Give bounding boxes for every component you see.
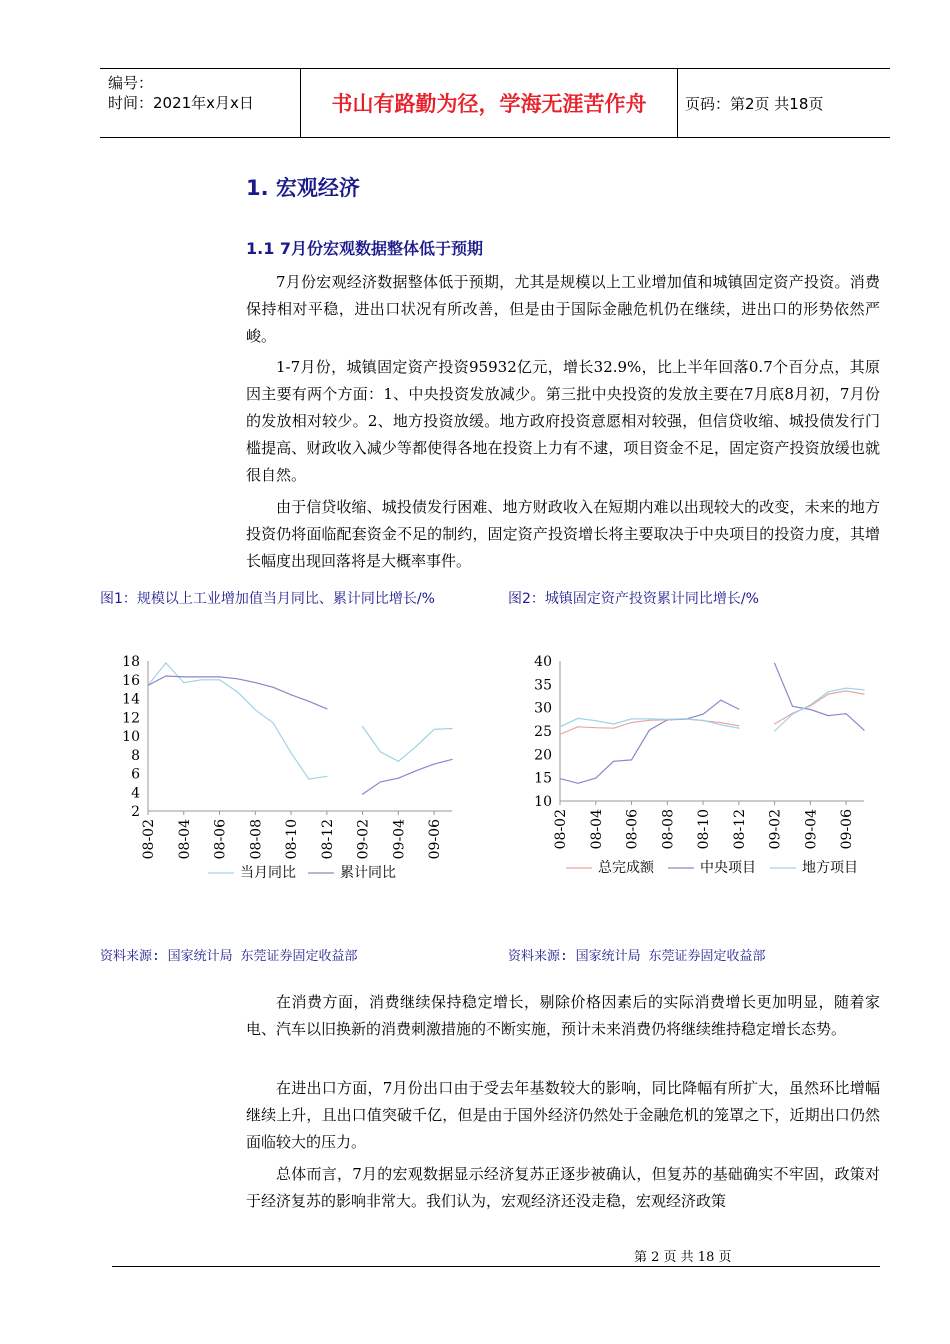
x-tick-label: 08-08 <box>248 819 265 860</box>
x-tick-label: 08-02 <box>141 819 157 860</box>
section-title: 1. 宏观经济 <box>246 176 360 200</box>
document-time-label: 时间：2021年x月x日 <box>108 94 254 112</box>
data-point <box>595 727 596 728</box>
x-tick-label: 09-04 <box>803 809 820 850</box>
data-point <box>183 682 184 683</box>
data-point <box>631 759 632 760</box>
y-tick-label: 10 <box>534 794 552 810</box>
data-point <box>255 709 256 710</box>
y-tick-label: 2 <box>131 804 140 820</box>
data-point <box>308 779 309 780</box>
data-point <box>774 663 775 664</box>
y-tick-label: 14 <box>122 691 140 708</box>
footer-divider <box>112 1266 880 1267</box>
data-point <box>631 718 632 719</box>
x-tick-label: 09-06 <box>839 809 856 850</box>
data-point <box>702 714 703 715</box>
y-tick-label: 10 <box>122 729 140 745</box>
figure-2-source: 资料来源: 国家统计局 东莞证券固定收益部 <box>508 949 766 964</box>
x-tick-label: 08-04 <box>588 809 605 850</box>
data-point <box>774 730 775 731</box>
data-point <box>613 723 614 724</box>
data-point <box>362 726 363 727</box>
data-point <box>792 714 793 715</box>
data-point <box>810 709 811 710</box>
data-point <box>792 706 793 707</box>
data-point <box>290 752 291 753</box>
page-header <box>100 68 890 138</box>
data-point <box>559 778 560 779</box>
data-point <box>380 781 381 782</box>
x-tick-label: 09-02 <box>355 819 372 860</box>
page-footer: 第 2 页 共 18 页 <box>634 1250 732 1265</box>
data-point <box>201 679 202 680</box>
data-point <box>559 734 560 735</box>
data-point <box>273 687 274 688</box>
data-point <box>595 778 596 779</box>
x-tick-label: 09-06 <box>427 819 444 860</box>
data-point <box>273 722 274 723</box>
data-point <box>237 678 238 679</box>
header-left-cell <box>100 69 300 137</box>
data-point <box>416 770 417 771</box>
legend-label: 累计同比 <box>340 865 396 881</box>
x-tick-label: 08-06 <box>212 819 229 860</box>
x-tick-label: 09-04 <box>391 819 408 860</box>
data-point <box>774 723 775 724</box>
data-point <box>810 704 811 705</box>
data-point <box>863 729 864 730</box>
data-point <box>326 708 327 709</box>
data-point <box>828 715 829 716</box>
data-point <box>165 675 166 676</box>
legend-label: 当月同比 <box>240 865 296 881</box>
data-point <box>613 761 614 762</box>
data-point <box>720 722 721 723</box>
data-point <box>577 726 578 727</box>
x-tick-label: 08-12 <box>731 809 748 850</box>
legend-label: 地方项目 <box>802 860 858 876</box>
document-number-label: 编号： <box>108 74 154 92</box>
header-motto-cell <box>300 69 678 137</box>
x-tick-label: 08-04 <box>176 819 193 860</box>
legend-label: 总完成额 <box>598 860 654 876</box>
header-page-code: 页码：第2页 共18页 <box>685 94 824 113</box>
data-point <box>201 676 202 677</box>
data-point <box>147 685 148 686</box>
y-tick-label: 18 <box>122 654 140 670</box>
data-point <box>649 720 650 721</box>
paragraph-1: 7月份宏观经济数据整体低于预期，尤其是规模以上工业增加值和城镇固定资产投资。消费保持相对平稳，进出口状况有所改善，但是由于国际金融危机仍在继续，进出口的形势依然严峻。 <box>246 273 880 345</box>
figure-1-chart <box>100 640 480 890</box>
data-point <box>559 726 560 727</box>
paragraph-6: 总体而言，7月的宏观数据显示经济复苏正逐步被确认，但复苏的基础确实不牢固，政策对于经济复苏的影响非常大。我们认为，宏观经济还没走稳，宏观经济政策 <box>246 1165 880 1210</box>
data-point <box>416 746 417 747</box>
data-point <box>237 691 238 692</box>
data-point <box>738 708 739 709</box>
x-tick-label: 08-12 <box>319 819 336 860</box>
x-tick-label: 08-06 <box>624 809 641 850</box>
paragraph-4: 在消费方面，消费继续保持稳定增长，剔除价格因素后的实际消费增长更加明显，随着家电、汽车以旧换新的消费刺激措施的不断实施，预计未来消费仍将继续维持稳定增长态势。 <box>246 993 880 1038</box>
data-point <box>380 751 381 752</box>
data-point <box>219 679 220 680</box>
y-tick-label: 12 <box>122 710 140 727</box>
series-line-累计同比 <box>363 759 452 794</box>
y-tick-label: 20 <box>534 747 552 764</box>
data-point <box>255 682 256 683</box>
data-point <box>451 728 452 729</box>
x-tick-label: 09-02 <box>767 809 784 850</box>
subsection-title: 1.1 7月份宏观数据整体低于预期 <box>246 239 484 258</box>
y-tick-label: 30 <box>534 700 552 717</box>
y-tick-label: 25 <box>534 724 552 740</box>
data-point <box>165 662 166 663</box>
series-line-中央项目 <box>775 663 864 730</box>
y-tick-label: 6 <box>131 766 140 783</box>
data-point <box>863 694 864 695</box>
data-point <box>667 719 668 720</box>
data-point <box>219 676 220 677</box>
paragraph-2: 1-7月份，城镇固定资产投资95932亿元，增长32.9%，比上半年回落0.7个百分点，其原因主要有两个方面：1、中央投资发放减少。第三批中央投资的发放主要在7月底8月初，7月份的发放相对较少。2、地方投资放缓。地方政府投资意愿相对较强，但信贷收缩、城投债发行门槛提高、财政收入减少等都使得各地在投资上力有不逮，项目资金不足，固定资产投资放缓也就很自然。 <box>246 358 880 484</box>
series-line-当月同比 <box>148 663 327 779</box>
data-point <box>702 720 703 721</box>
data-point <box>685 718 686 719</box>
series-line-当月同比 <box>363 727 452 762</box>
legend-label: 中央项目 <box>700 860 756 876</box>
figure-2-title: 图2：城镇固定资产投资累计同比增长/% <box>508 591 759 607</box>
header-motto: 书山有路勤为径，学海无涯苦作舟 <box>331 92 647 116</box>
data-point <box>846 690 847 691</box>
data-point <box>828 691 829 692</box>
figure-1-source: 资料来源: 国家统计局 东莞证券固定收益部 <box>100 949 358 964</box>
data-point <box>631 722 632 723</box>
data-point <box>434 729 435 730</box>
data-point <box>451 759 452 760</box>
y-tick-label: 15 <box>534 770 552 787</box>
data-point <box>398 761 399 762</box>
x-tick-label: 08-10 <box>696 809 713 850</box>
y-tick-label: 4 <box>131 785 140 802</box>
data-point <box>183 676 184 677</box>
data-point <box>649 718 650 719</box>
figure-1-title: 图1：规模以上工业增加值当月同比、累计同比增长/% <box>100 591 435 607</box>
data-point <box>577 718 578 719</box>
data-point <box>613 728 614 729</box>
data-point <box>649 729 650 730</box>
data-point <box>595 720 596 721</box>
y-tick-label: 8 <box>131 747 140 764</box>
data-point <box>720 700 721 701</box>
data-point <box>846 687 847 688</box>
data-point <box>828 694 829 695</box>
data-point <box>720 724 721 725</box>
x-tick-label: 08-10 <box>284 819 301 860</box>
data-point <box>863 689 864 690</box>
x-tick-label: 08-02 <box>553 809 569 850</box>
data-point <box>577 783 578 784</box>
series-line-中央项目 <box>560 700 739 783</box>
y-tick-label: 16 <box>122 672 140 689</box>
series-line-总完成额 <box>560 719 739 734</box>
data-point <box>738 728 739 729</box>
x-tick-label: 08-08 <box>660 809 677 850</box>
data-point <box>290 694 291 695</box>
paragraph-5: 在进出口方面，7月份出口由于受去年基数较大的影响，同比降幅有所扩大，虽然环比增幅继续上升，且出口值突破千亿，但是由于国外经济仍然处于金融危机的笼罩之下，近期出口仍然面临较大的压力。 <box>246 1079 880 1151</box>
data-point <box>308 701 309 702</box>
paragraph-3: 由于信贷收缩、城投债发行困难、地方财政收入在短期内难以出现较大的改变，未来的地方投资仍将面临配套资金不足的制约，固定资产投资增长将主要取决于中央项目的投资力度，其增长幅度出现回落将是大概率事件。 <box>246 498 880 570</box>
y-tick-label: 35 <box>534 677 552 694</box>
data-point <box>398 778 399 779</box>
data-point <box>738 725 739 726</box>
data-point <box>846 713 847 714</box>
y-tick-label: 40 <box>534 654 552 670</box>
data-point <box>434 764 435 765</box>
data-point <box>362 794 363 795</box>
figure-2-chart <box>508 640 888 890</box>
data-point <box>326 776 327 777</box>
